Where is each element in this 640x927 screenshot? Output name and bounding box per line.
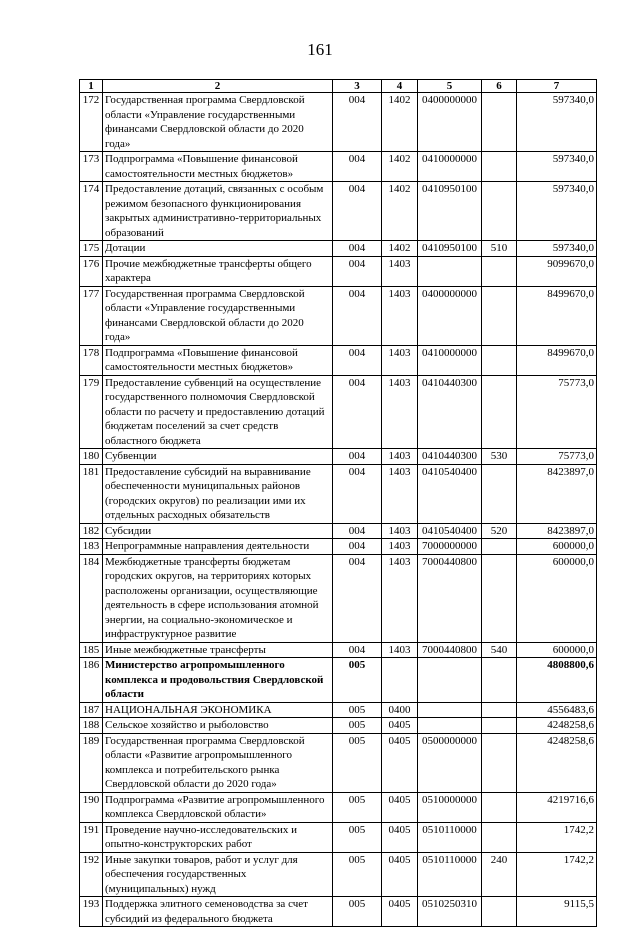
section-code-cell: 1402 bbox=[382, 152, 418, 182]
ministry-code-cell: 004 bbox=[333, 93, 382, 152]
column-header: 5 bbox=[418, 80, 482, 93]
ministry-code-cell: 005 bbox=[333, 702, 382, 718]
row-number-cell: 188 bbox=[80, 718, 103, 734]
section-code-cell: 0405 bbox=[382, 822, 418, 852]
row-name-cell: Предоставление субвенций на осуществление государственного полномочия Свердловской области по расчету и предоставлению дотаций бюджетам поселений за счет средств областного бюджета bbox=[103, 375, 333, 449]
row-name-cell: Сельское хозяйство и рыболовство bbox=[103, 718, 333, 734]
target-code-cell: 0410540400 bbox=[418, 523, 482, 539]
table-row bbox=[80, 375, 597, 449]
row-name-cell: Поддержка элитного семеноводства за счет субсидий из федерального бюджета bbox=[103, 897, 333, 927]
table-row bbox=[80, 449, 597, 465]
section-code-cell: 1403 bbox=[382, 539, 418, 555]
row-number-cell: 183 bbox=[80, 539, 103, 555]
table-row bbox=[80, 897, 597, 927]
row-number-cell: 179 bbox=[80, 375, 103, 449]
row-number-cell: 191 bbox=[80, 822, 103, 852]
target-code-cell: 0410540400 bbox=[418, 464, 482, 523]
ministry-code-cell: 004 bbox=[333, 286, 382, 345]
target-code-cell bbox=[418, 702, 482, 718]
table-row bbox=[80, 554, 597, 642]
expense-type-cell bbox=[482, 554, 517, 642]
amount-cell: 597340,0 bbox=[517, 182, 597, 241]
target-code-cell: 0400000000 bbox=[418, 93, 482, 152]
section-code-cell: 1402 bbox=[382, 182, 418, 241]
target-code-cell: 0410440300 bbox=[418, 375, 482, 449]
section-code-cell: 1403 bbox=[382, 256, 418, 286]
row-name-cell: Субсидии bbox=[103, 523, 333, 539]
ministry-code-cell: 005 bbox=[333, 792, 382, 822]
table-row bbox=[80, 822, 597, 852]
ministry-code-cell: 004 bbox=[333, 464, 382, 523]
section-code-cell: 1403 bbox=[382, 523, 418, 539]
ministry-code-cell: 005 bbox=[333, 822, 382, 852]
target-code-cell: 0510110000 bbox=[418, 852, 482, 897]
section-code-cell: 1403 bbox=[382, 345, 418, 375]
target-code-cell bbox=[418, 718, 482, 734]
target-code-cell bbox=[418, 256, 482, 286]
section-code-cell: 0405 bbox=[382, 852, 418, 897]
table-row bbox=[80, 642, 597, 658]
expense-type-cell bbox=[482, 345, 517, 375]
row-number-cell: 173 bbox=[80, 152, 103, 182]
amount-cell: 1742,2 bbox=[517, 852, 597, 897]
expense-type-cell bbox=[482, 539, 517, 555]
section-code-cell: 0400 bbox=[382, 702, 418, 718]
ministry-code-cell: 005 bbox=[333, 658, 382, 703]
table-row bbox=[80, 718, 597, 734]
ministry-code-cell: 004 bbox=[333, 182, 382, 241]
row-number-cell: 185 bbox=[80, 642, 103, 658]
row-name-cell: Государственная программа Свердловской области «Управление государственными финансами Свердловской области до 2020 года» bbox=[103, 93, 333, 152]
row-number-cell: 172 bbox=[80, 93, 103, 152]
ministry-code-cell: 004 bbox=[333, 449, 382, 465]
ministry-code-cell: 004 bbox=[333, 152, 382, 182]
expense-type-cell: 540 bbox=[482, 642, 517, 658]
target-code-cell: 7000440800 bbox=[418, 554, 482, 642]
table-row bbox=[80, 852, 597, 897]
header-row bbox=[80, 80, 597, 93]
column-header: 7 bbox=[517, 80, 597, 93]
row-name-cell: Подпрограмма «Повышение финансовой самостоятельности местных бюджетов» bbox=[103, 152, 333, 182]
amount-cell: 597340,0 bbox=[517, 152, 597, 182]
section-code-cell: 1403 bbox=[382, 464, 418, 523]
amount-cell: 600000,0 bbox=[517, 554, 597, 642]
amount-cell: 1742,2 bbox=[517, 822, 597, 852]
amount-cell: 600000,0 bbox=[517, 642, 597, 658]
row-name-cell: Предоставление дотаций, связанных с особым режимом безопасного функционирования закрытых административно-территориальных образований bbox=[103, 182, 333, 241]
row-number-cell: 175 bbox=[80, 241, 103, 257]
target-code-cell: 0400000000 bbox=[418, 286, 482, 345]
ministry-code-cell: 004 bbox=[333, 539, 382, 555]
row-number-cell: 174 bbox=[80, 182, 103, 241]
expense-type-cell bbox=[482, 792, 517, 822]
amount-cell: 4808800,6 bbox=[517, 658, 597, 703]
table-row bbox=[80, 792, 597, 822]
row-name-cell: Предоставление субсидий на выравнивание обеспеченности муниципальных районов (городских округов) по реализации ими их отдельных расходных обязательств bbox=[103, 464, 333, 523]
target-code-cell bbox=[418, 658, 482, 703]
table-row bbox=[80, 152, 597, 182]
table-body bbox=[80, 93, 597, 927]
row-number-cell: 187 bbox=[80, 702, 103, 718]
target-code-cell: 7000000000 bbox=[418, 539, 482, 555]
row-number-cell: 190 bbox=[80, 792, 103, 822]
table-row bbox=[80, 733, 597, 792]
row-name-cell: Подпрограмма «Развитие агропромышленного комплекса Свердловской области» bbox=[103, 792, 333, 822]
table-row bbox=[80, 539, 597, 555]
ministry-code-cell: 005 bbox=[333, 852, 382, 897]
ministry-code-cell: 004 bbox=[333, 523, 382, 539]
expense-type-cell bbox=[482, 658, 517, 703]
table-row bbox=[80, 464, 597, 523]
target-code-cell: 7000440800 bbox=[418, 642, 482, 658]
amount-cell: 9115,5 bbox=[517, 897, 597, 927]
expense-type-cell bbox=[482, 256, 517, 286]
section-code-cell: 1403 bbox=[382, 449, 418, 465]
row-number-cell: 178 bbox=[80, 345, 103, 375]
ministry-code-cell: 005 bbox=[333, 733, 382, 792]
amount-cell: 75773,0 bbox=[517, 375, 597, 449]
row-name-cell: Субвенции bbox=[103, 449, 333, 465]
target-code-cell: 0500000000 bbox=[418, 733, 482, 792]
row-number-cell: 193 bbox=[80, 897, 103, 927]
amount-cell: 8423897,0 bbox=[517, 464, 597, 523]
expense-type-cell bbox=[482, 897, 517, 927]
row-number-cell: 186 bbox=[80, 658, 103, 703]
target-code-cell: 0410440300 bbox=[418, 449, 482, 465]
amount-cell: 4248258,6 bbox=[517, 718, 597, 734]
amount-cell: 600000,0 bbox=[517, 539, 597, 555]
table-row bbox=[80, 658, 597, 703]
expense-type-cell bbox=[482, 93, 517, 152]
ministry-code-cell: 004 bbox=[333, 554, 382, 642]
expense-type-cell: 510 bbox=[482, 241, 517, 257]
expense-type-cell: 530 bbox=[482, 449, 517, 465]
row-name-cell: Иные межбюджетные трансферты bbox=[103, 642, 333, 658]
amount-cell: 597340,0 bbox=[517, 93, 597, 152]
target-code-cell: 0410950100 bbox=[418, 241, 482, 257]
table-row bbox=[80, 256, 597, 286]
row-name-cell: Иные закупки товаров, работ и услуг для обеспечения государственных (муниципальных) нужд bbox=[103, 852, 333, 897]
expense-type-cell bbox=[482, 718, 517, 734]
ministry-code-cell: 004 bbox=[333, 256, 382, 286]
table-row bbox=[80, 182, 597, 241]
expense-type-cell bbox=[482, 702, 517, 718]
row-name-cell: Межбюджетные трансферты бюджетам городских округов, на территориях которых расположены организации, осуществляющие деятельность в сфере использования атомной энергии, на социально-экономическое и инфраструктурное развитие bbox=[103, 554, 333, 642]
expense-type-cell bbox=[482, 286, 517, 345]
ministry-code-cell: 005 bbox=[333, 718, 382, 734]
row-number-cell: 192 bbox=[80, 852, 103, 897]
target-code-cell: 0410000000 bbox=[418, 152, 482, 182]
ministry-code-cell: 004 bbox=[333, 345, 382, 375]
row-name-cell: Государственная программа Свердловской области «Развитие агропромышленного комплекса и потребительского рынка Свердловской области до 2020 года» bbox=[103, 733, 333, 792]
row-name-cell: Прочие межбюджетные трансферты общего характера bbox=[103, 256, 333, 286]
row-number-cell: 182 bbox=[80, 523, 103, 539]
section-code-cell: 0405 bbox=[382, 733, 418, 792]
expense-type-cell bbox=[482, 375, 517, 449]
table-row bbox=[80, 523, 597, 539]
row-name-cell: Дотации bbox=[103, 241, 333, 257]
amount-cell: 4248258,6 bbox=[517, 733, 597, 792]
target-code-cell: 0410950100 bbox=[418, 182, 482, 241]
section-code-cell: 0405 bbox=[382, 897, 418, 927]
row-number-cell: 189 bbox=[80, 733, 103, 792]
amount-cell: 8499670,0 bbox=[517, 286, 597, 345]
column-header: 3 bbox=[333, 80, 382, 93]
budget-table bbox=[79, 79, 597, 927]
section-code-cell bbox=[382, 658, 418, 703]
amount-cell: 75773,0 bbox=[517, 449, 597, 465]
table-row bbox=[80, 93, 597, 152]
amount-cell: 597340,0 bbox=[517, 241, 597, 257]
row-number-cell: 180 bbox=[80, 449, 103, 465]
column-header: 6 bbox=[482, 80, 517, 93]
column-header: 1 bbox=[80, 80, 103, 93]
amount-cell: 9099670,0 bbox=[517, 256, 597, 286]
expense-type-cell: 240 bbox=[482, 852, 517, 897]
row-number-cell: 177 bbox=[80, 286, 103, 345]
ministry-code-cell: 004 bbox=[333, 241, 382, 257]
target-code-cell: 0510110000 bbox=[418, 822, 482, 852]
row-name-cell: НАЦИОНАЛЬНАЯ ЭКОНОМИКА bbox=[103, 702, 333, 718]
ministry-code-cell: 004 bbox=[333, 375, 382, 449]
section-code-cell: 1403 bbox=[382, 375, 418, 449]
ministry-code-cell: 005 bbox=[333, 897, 382, 927]
table-row bbox=[80, 345, 597, 375]
expense-type-cell: 520 bbox=[482, 523, 517, 539]
amount-cell: 4219716,6 bbox=[517, 792, 597, 822]
table-row bbox=[80, 241, 597, 257]
column-header: 4 bbox=[382, 80, 418, 93]
amount-cell: 8423897,0 bbox=[517, 523, 597, 539]
column-header: 2 bbox=[103, 80, 333, 93]
row-number-cell: 184 bbox=[80, 554, 103, 642]
expense-type-cell bbox=[482, 733, 517, 792]
target-code-cell: 0510000000 bbox=[418, 792, 482, 822]
page-number: 161 bbox=[307, 40, 333, 59]
table-row bbox=[80, 286, 597, 345]
row-number-cell: 181 bbox=[80, 464, 103, 523]
expense-type-cell bbox=[482, 152, 517, 182]
section-code-cell: 1402 bbox=[382, 93, 418, 152]
section-code-cell: 1403 bbox=[382, 554, 418, 642]
row-number-cell: 176 bbox=[80, 256, 103, 286]
section-code-cell: 0405 bbox=[382, 718, 418, 734]
expense-type-cell bbox=[482, 182, 517, 241]
section-code-cell: 1403 bbox=[382, 642, 418, 658]
amount-cell: 4556483,6 bbox=[517, 702, 597, 718]
ministry-code-cell: 004 bbox=[333, 642, 382, 658]
row-name-cell: Подпрограмма «Повышение финансовой самостоятельности местных бюджетов» bbox=[103, 345, 333, 375]
target-code-cell: 0410000000 bbox=[418, 345, 482, 375]
amount-cell: 8499670,0 bbox=[517, 345, 597, 375]
table-row bbox=[80, 702, 597, 718]
row-name-cell: Проведение научно-исследовательских и опытно-конструкторских работ bbox=[103, 822, 333, 852]
expense-type-cell bbox=[482, 464, 517, 523]
target-code-cell: 0510250310 bbox=[418, 897, 482, 927]
row-name-cell: Государственная программа Свердловской области «Управление государственными финансами Свердловской области до 2020 года» bbox=[103, 286, 333, 345]
section-code-cell: 1403 bbox=[382, 286, 418, 345]
section-code-cell: 0405 bbox=[382, 792, 418, 822]
section-code-cell: 1402 bbox=[382, 241, 418, 257]
expense-type-cell bbox=[482, 822, 517, 852]
row-name-cell: Непрограммные направления деятельности bbox=[103, 539, 333, 555]
row-name-cell: Министерство агропромышленного комплекса и продовольствия Свердловской области bbox=[103, 658, 333, 703]
